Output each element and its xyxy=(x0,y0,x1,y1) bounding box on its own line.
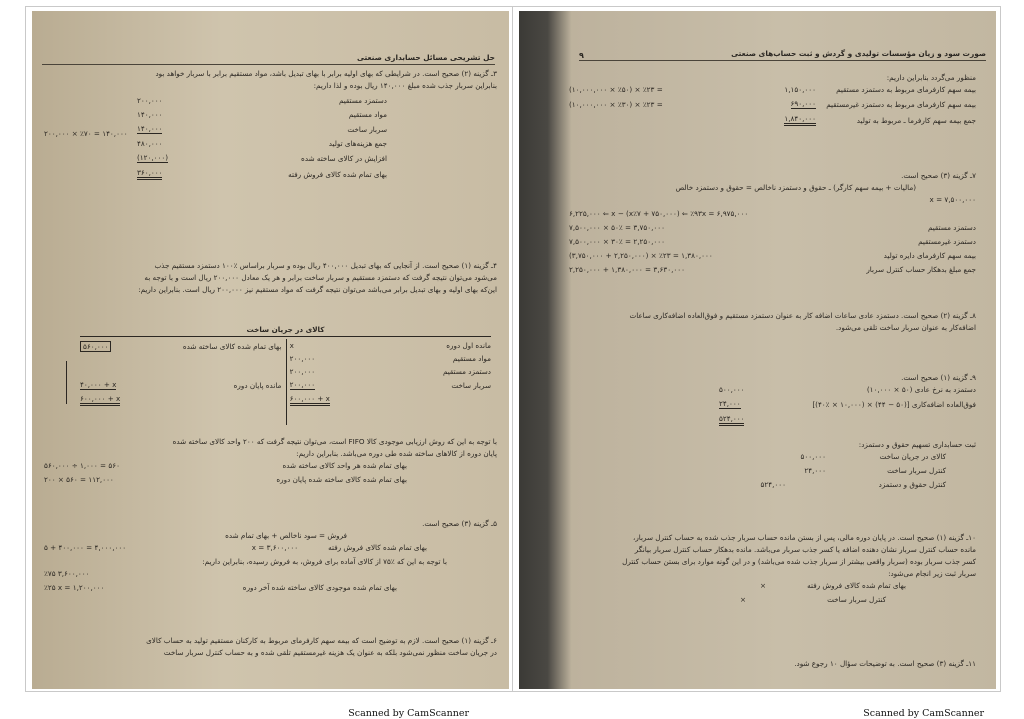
t-account-title: کالای در جریان ساخت xyxy=(80,325,491,337)
q3-row: جمع هزینه‌های تولید ۴۸۰,۰۰۰ xyxy=(137,139,387,148)
q6-line1: ۶ـ گزینه (۱) صحیح است. لازم به توضیح است که بیمه سهم کارفرمای مربوط به کارکنان مستقیم تولید به حساب کالای xyxy=(146,636,497,645)
debit-row: دستمزد مستقیم ۲۰۰,۰۰۰ xyxy=(289,367,491,376)
q11-line1: ۱۱ـ گزینه (۳) صحیح است. به توضیحات سؤال ۱۰ رجوع شود. xyxy=(794,659,976,668)
q4-calc2: بهای تمام شده کالای ساخته شده پایان دوره ۲۰۰ × ۵۶۰ = ۱۱۲,۰۰۰ xyxy=(44,475,407,484)
q7-eq2: ۶,۲۲۵,۰۰۰ ⇐ x − (x٪۷ + ۷۵۰,۰۰۰) ⇐ ٪۹۳x = ۶,۹۷۵,۰۰۰ xyxy=(569,209,749,218)
q10-line1: ۱۰ـ گزینه (۱) صحیح است. در پایان دوره مالی، پس از بستن مانده حساب سربار جذب شده به حساب کنترل سربار، xyxy=(633,533,976,542)
q8-block xyxy=(569,311,976,335)
q4-after2: پایان دوره از کالاهای ساخته شده طی دوره می‌باشد. بنابراین داریم: xyxy=(296,449,497,458)
q9-r1: دستمزد به نرخ عادی (۵۰ × ۱۰,۰۰۰) ۵۰۰,۰۰۰ xyxy=(719,385,976,394)
q9-block xyxy=(569,373,976,494)
q5-r1: ٪۷۵ ۳,۶۰۰,۰۰۰ xyxy=(44,569,90,578)
debit-total: ۶۰۰,۰۰۰ + x xyxy=(290,394,491,406)
q3-row: بهای تمام شده کالای فروش رفته ۳۶۰,۰۰۰ xyxy=(137,168,387,179)
q10-block xyxy=(569,533,976,609)
q5-cogs: بهای تمام شده کالای فروش رفته x = ۳,۶۰۰,۰۰۰ ۵ + ۴۰۰,۰۰۰ = ۴,۰۰۰,۰۰۰ xyxy=(44,543,427,552)
q9-entry: کنترل سربار ساخت ۲۴,۰۰۰ xyxy=(804,466,946,475)
page-number: ۹ xyxy=(579,51,584,60)
q5-formula: فروش = سود ناخالص + بهای تمام شده xyxy=(225,531,347,540)
right-scanner-watermark: Scanned by CamScanner xyxy=(863,708,984,719)
q7-title: ۷ـ گزینه (۳) صحیح است. xyxy=(901,171,976,180)
left-page-scan xyxy=(32,11,509,689)
q3-note: ۲۰۰,۰۰۰ × ٪۷۰ = ۱۴۰,۰۰۰ xyxy=(44,129,128,138)
q3-line1: ۳ـ گزینه (۲) صحیح است. در شرایطی که بهای اولیه برابر با بهای تبدیل باشد، مواد مستقیم برابر با سربار خواهد بود xyxy=(155,69,497,78)
q4-after xyxy=(44,437,497,489)
q8-line1: ۸ـ گزینه (۲) صحیح است. دستمزد عادی ساعات اضافه کار به عنوان دستمزد مستقیم و فوق‌العاده اضافه‌کاری ساعات xyxy=(629,311,976,320)
right-scan-frame xyxy=(512,6,1001,692)
t-account-wip xyxy=(80,325,491,425)
left-header-title: حل تشریحی مسائل حسابداری صنعتی xyxy=(357,53,495,62)
q3-table xyxy=(137,96,387,180)
q4-after1: با توجه به این که روش ارزیابی موجودی کالا FIFO است، می‌توان نتیجه گرفت که ۲۰۰ واحد کالای ساخته شده xyxy=(172,437,497,446)
q6-line2: در جریان ساخت منظور نمی‌شود بلکه به عنوان یک هزینه غیرمستقیم تلقی شده و به حساب کنترل سربار ساخت xyxy=(163,648,497,657)
left-page-header xyxy=(42,53,495,65)
left-scanner-watermark: Scanned by CamScanner xyxy=(348,708,469,719)
ins-row: بیمه سهم کارفرمای مربوط به دستمزد غیرمستقیم ۶۹۰,۰۰۰ (۱۰,۰۰۰,۰۰۰ × ٪۳۰) × ٪۲۳ = xyxy=(569,99,976,109)
t-account-credit xyxy=(80,341,281,410)
debit-row: مواد مستقیم ۲۰۰,۰۰۰ xyxy=(289,354,491,363)
q7-eq: x = ۷,۵۰۰,۰۰۰ xyxy=(929,195,976,204)
q5-line1: ۵ـ گزینه (۳) صحیح است. xyxy=(422,519,497,528)
q9-entry: کنترل حقوق و دستمزد ۵۲۴,۰۰۰ xyxy=(760,480,946,489)
q7-row: دستمزد مستقیم ۷,۵۰۰,۰۰۰ × ۵۰٪ = ۳,۷۵۰,۰۰۰ xyxy=(569,223,976,232)
q9-r3: ۵۲۴,۰۰۰ xyxy=(569,414,976,426)
q10-line3: کسر جذب سربار بوده (سربار واقعی بیشتر از سربار جذب شده می‌باشد) و در این گونه موارد برای بستن حساب کنترل xyxy=(622,557,976,566)
q3-block xyxy=(44,69,497,185)
q9-entry-title: ثبت حسابداری تسهیم حقوق و دستمزد: xyxy=(858,440,976,449)
arrow-line xyxy=(66,361,67,404)
q10-line4: سربار ثبت زیر انجام می‌شود: xyxy=(888,569,976,578)
q3-line2: بنابراین سربار جذب شده مبلغ ۱۴۰,۰۰۰ ریال بوده و لذا داریم: xyxy=(313,81,497,90)
q3-row: مواد مستقیم ۱۴۰,۰۰۰ xyxy=(137,110,387,119)
debit-row: سربار ساخت ۲۰۰,۰۰۰ xyxy=(289,380,491,390)
right-header-title: صورت سود و زیان مؤسسات تولیدی و گردش و ثبت حساب‌های صنعتی xyxy=(731,49,986,58)
credit-row: مانده پایان دوره ۴۰,۰۰۰ + x xyxy=(80,380,282,390)
q4-line3: این‌که بهای اولیه و بهای تبدیل برابر می‌باشد می‌توان نتیجه گرفت که مواد مستقیم نیز ۲۰۰,۰۰۰ ریال است. بنابراین داریم: xyxy=(138,285,497,294)
q11-block xyxy=(569,659,976,671)
ins-row: بیمه سهم کارفرمای مربوط به دستمزد مستقیم ۱,۱۵۰,۰۰۰ (۱۰,۰۰۰,۰۰۰ × ٪۵۰) × ٪۲۳ = xyxy=(569,85,976,94)
q10-journal: کنترل سربار ساخت × xyxy=(739,595,886,604)
q9-r2: فوق‌العاده اضافه‌کاری [(۵۰ − ۴۴) × (۱۰,۰۰۰ × ٪۴۰)] ۲۴,۰۰۰ xyxy=(719,399,976,409)
q7-block xyxy=(569,171,976,279)
credit-row: بهای تمام شده کالای ساخته شده ۵۶۰,۰۰۰ xyxy=(80,341,281,352)
intro-line: منظور می‌گردد بنابراین داریم: xyxy=(886,73,976,82)
q4-line2: می‌شود می‌توان نتیجه گرفت که دستمزد مستقیم و سربار ساخت برابر و هر یک معادل ۲۰۰,۰۰۰ ریال است و با توجه به xyxy=(144,273,497,282)
q7-row: جمع مبلغ بدهکار حساب کنترل سربار ۲,۲۵۰,۰۰۰ + ۱,۳۸۰,۰۰۰ = ۳,۶۳۰,۰۰۰ xyxy=(569,265,976,274)
q8-line2: اضافه‌کار به عنوان سربار ساخت تلقی می‌شود. xyxy=(835,323,976,332)
q9-entry: کالای در جریان ساخت ۵۰۰,۰۰۰ xyxy=(800,452,946,461)
q3-row: دستمزد مستقیم ۲۰۰,۰۰۰ xyxy=(137,96,387,105)
ins-block xyxy=(569,73,976,131)
q9-title: ۹ـ گزینه (۱) صحیح است. xyxy=(901,373,976,382)
debit-row: مانده اول دوره x xyxy=(289,341,491,350)
t-account-divider xyxy=(286,339,287,425)
q3-row: سربار ساخت ۱۴۰,۰۰۰ xyxy=(137,124,387,134)
q4-calc1: بهای تمام شده هر واحد کالای ساخته شده ۵۶۰,۰۰۰ ÷ ۱,۰۰۰ = ۵۶۰ xyxy=(44,461,407,470)
q5-line2: با توجه به این که ٪۷۵ از کالای آماده برای فروش، به فروش رسیده، بنابراین داریم: xyxy=(202,557,447,566)
t-account-debit xyxy=(290,341,491,410)
q6-block xyxy=(44,636,497,660)
q10-line2: مانده حساب کنترل سربار نشان دهنده اضافه یا کسر جذب سربار می‌باشد. مانده بدهکار حساب کنترل سربار بیانگر xyxy=(634,545,976,554)
q5-r2: بهای تمام شده موجودی کالای ساخته شده آخر دوره ٪۲۵ x = ۱,۲۰۰,۰۰۰ xyxy=(44,583,397,592)
q7-row: دستمزد غیرمستقیم ۷,۵۰۰,۰۰۰ × ۳۰٪ = ۲,۲۵۰,۰۰۰ xyxy=(569,237,976,246)
q7-row: بیمه سهم کارفرمای دایره تولید (۳,۷۵۰,۰۰۰ + ۲,۲۵۰,۰۰۰) × ٪۲۳ = ۱,۳۸۰,۰۰۰ xyxy=(569,251,976,260)
left-scan-frame xyxy=(25,6,514,692)
q10-journal: بهای تمام شده کالای فروش رفته × xyxy=(759,581,906,590)
ins-total: جمع بیمه سهم کارفرما ـ مربوط به تولید ۱,۸۴۰,۰۰۰ xyxy=(784,114,976,125)
q5-block xyxy=(44,519,497,597)
right-page-scan xyxy=(519,11,996,689)
credit-total: ۶۰۰,۰۰۰ + x xyxy=(80,394,281,406)
q4-line1: ۴ـ گزینه (۱) صحیح است. از آنجایی که بهای تبدیل ۴۰۰,۰۰۰ ریال بوده و سربار براساس ٪۱۰۰ دستمزد مستقیم جذب xyxy=(154,261,497,270)
q7-formula: (مالیات + بیمه سهم کارگر) ـ حقوق و دستمزد ناخالص = حقوق و دستمزد خالص xyxy=(675,183,916,192)
right-page-header xyxy=(579,49,986,61)
q3-row: افزایش در کالای ساخته شده (۱۲۰,۰۰۰) xyxy=(137,153,387,163)
q4-block xyxy=(44,261,497,297)
